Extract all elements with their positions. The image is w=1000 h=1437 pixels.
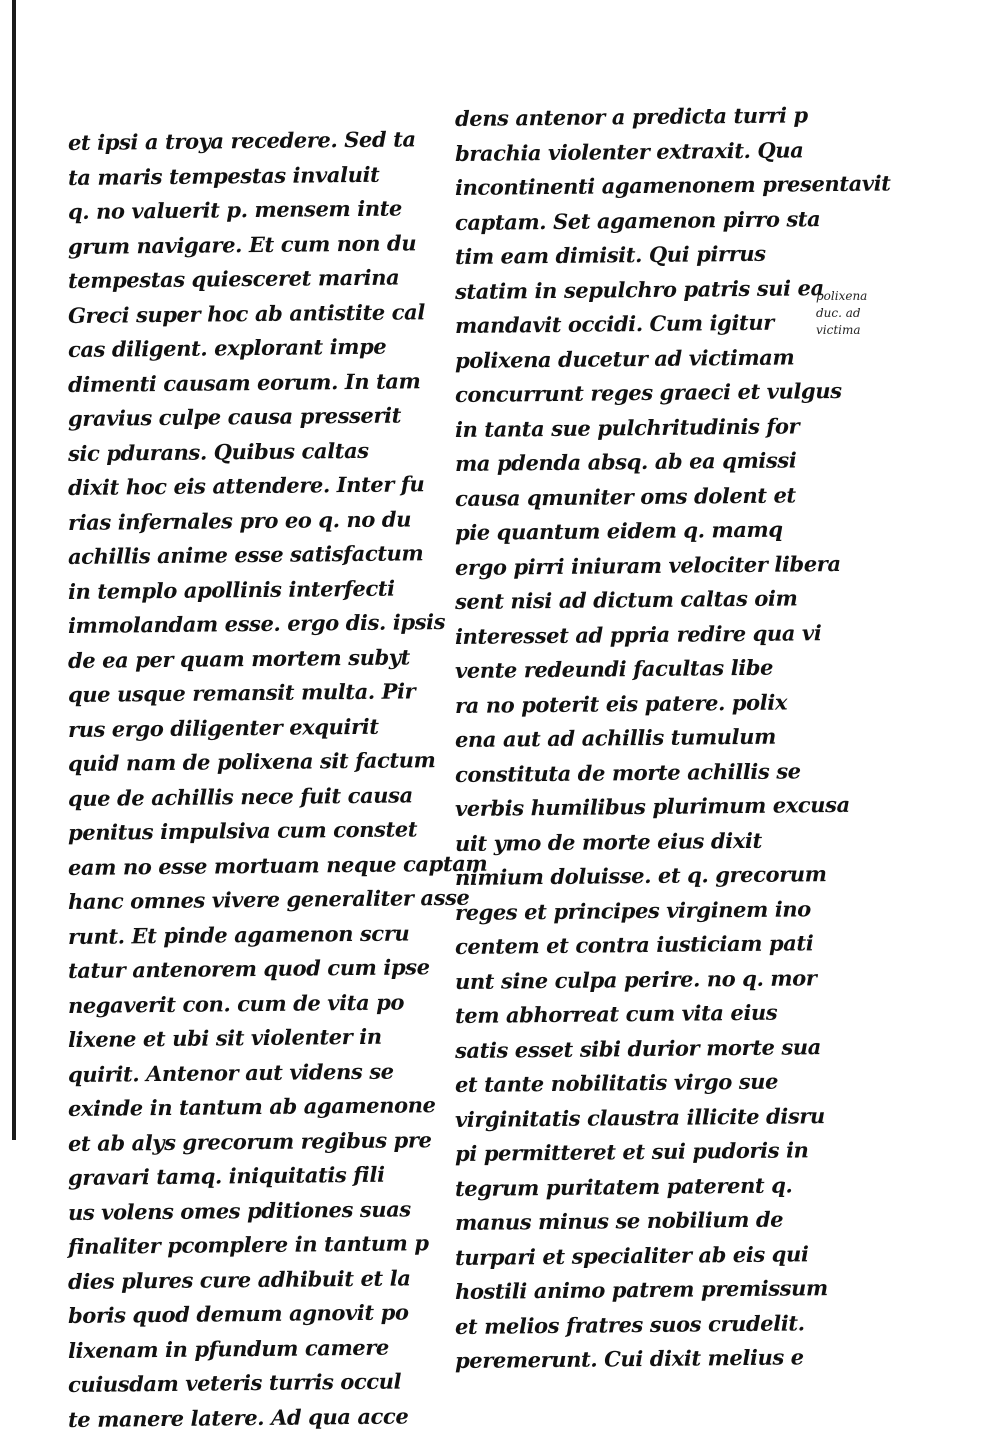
manuscript-line: brachia violenter extraxit. Qua	[454, 136, 804, 166]
manuscript-line: interesset ad ppria redire qua vi	[454, 619, 822, 649]
manuscript-line: unt sine culpa perire. no q. mor	[454, 964, 817, 994]
manuscript-line: ma pdenda absq. ab ea qmissi	[454, 447, 797, 476]
manuscript-line: gravius culpe causa presserit	[67, 402, 402, 431]
manuscript-line: nimium doluisse. et q. grecorum	[454, 861, 827, 890]
manuscript-line: us volens omes pditiones suas	[67, 1195, 411, 1225]
manuscript-line: sent nisi ad dictum caltas oim	[454, 585, 798, 614]
manuscript-line: uit ymo de morte eius dixit	[454, 827, 762, 856]
manuscript-line: cuiusdam veteris turris occul	[67, 1368, 402, 1397]
manuscript-line: ena aut ad achillis tumulum	[454, 723, 776, 752]
manuscript-line: quid nam de polixena sit factum	[67, 747, 436, 776]
manuscript-line: manus minus se nobilium de	[454, 1206, 784, 1235]
manuscript-line: hostili animo patrem premissum	[454, 1275, 828, 1304]
manuscript-line: de ea per quam mortem subyt	[67, 643, 411, 673]
manuscript-line: et ipsi a troya recedere. Sed ta	[67, 126, 416, 155]
marginal-note	[816, 288, 906, 339]
manuscript-line: statim in sepulchro patris sui ea	[454, 274, 824, 304]
marginal-note-line: victima	[816, 323, 861, 337]
manuscript-line: et ab alys grecorum regibus pre	[67, 1126, 432, 1156]
manuscript-line: pie quantum eidem q. mamq	[454, 516, 783, 545]
manuscript-line: q. no valuerit p. mensem inte	[67, 195, 403, 224]
manuscript-line: peremerunt. Cui dixit melius e	[454, 1344, 804, 1373]
manuscript-line: virginitatis claustra illicite disru	[454, 1102, 825, 1132]
manuscript-line: runt. Et pinde agamenon scru	[67, 919, 410, 949]
manuscript-line: que usque remansit multa. Pir	[67, 678, 416, 707]
manuscript-line: constituta de morte achillis se	[454, 757, 801, 787]
manuscript-line: cas diligent. explorant impe	[67, 333, 387, 362]
manuscript-line: captam. Set agamenon pirro sta	[454, 205, 821, 235]
manuscript-line: polixena ducetur ad victimam	[454, 343, 795, 373]
manuscript-line: rus ergo diligenter exquirit	[67, 713, 379, 742]
manuscript-line: incontinenti agamenonem presentavit	[454, 170, 891, 200]
manuscript-line: quirit. Antenor aut videns se	[67, 1058, 394, 1087]
manuscript-line: negaverit con. cum de vita po	[67, 988, 405, 1018]
manuscript-line: te manere latere. Ad qua acce	[67, 1402, 409, 1432]
manuscript-line: exinde in tantum ab agamenone	[67, 1092, 436, 1121]
manuscript-line: dixit hoc eis attendere. Inter fu	[67, 471, 425, 500]
manuscript-line: ta maris tempestas invaluit	[67, 161, 380, 190]
manuscript-line: finaliter pcomplere in tantum p	[67, 1230, 429, 1259]
manuscript-line: causa qmuniter oms dolent et	[454, 481, 796, 511]
manuscript-line: concurrunt reges graeci et vulgus	[454, 377, 842, 407]
manuscript-line: grum navigare. Et cum non du	[67, 229, 417, 259]
manuscript-line: gravari tamq. iniquitatis fili	[67, 1161, 385, 1190]
manuscript-line: achillis anime esse satisfactum	[67, 540, 424, 569]
marginal-note-line: polixena	[816, 289, 868, 303]
manuscript-line: tim eam dimisit. Qui pirrus	[454, 240, 766, 269]
manuscript-line: dimenti causam eorum. In tam	[67, 367, 421, 397]
manuscript-line: ra no poterit eis patere. polix	[454, 689, 788, 718]
manuscript-line: hanc omnes vivere generaliter asse	[67, 884, 470, 914]
manuscript-line: verbis humilibus plurimum excusa	[454, 791, 850, 821]
page-edge-shadow	[12, 0, 16, 1140]
manuscript-line: vente redeundi facultas libe	[454, 654, 774, 683]
manuscript-line: turpari et specialiter ab eis qui	[454, 1240, 809, 1270]
manuscript-line: mandavit occidi. Cum igitur	[454, 309, 774, 338]
manuscript-line: in templo apollinis interfecti	[67, 575, 395, 604]
manuscript-line: Greci super hoc ab antistite cal	[67, 298, 426, 328]
manuscript-line: tegrum puritatem paterent q.	[454, 1171, 793, 1201]
manuscript-line: immolandam esse. ergo dis. ipsis	[67, 609, 446, 638]
manuscript-line: tem abhorreat cum vita eius	[454, 999, 778, 1028]
manuscript-line: penitus impulsiva cum constet	[67, 816, 418, 845]
manuscript-line: et tante nobilitatis virgo sue	[454, 1068, 779, 1097]
manuscript-line: boris quod demum agnovit po	[67, 1299, 409, 1328]
manuscript-line: reges et principes virginem ino	[454, 895, 811, 925]
manuscript-line: centem et contra iusticiam pati	[454, 930, 814, 959]
manuscript-line: sic pdurans. Quibus caltas	[67, 437, 369, 466]
manuscript-line: tatur antenorem quod cum ipse	[67, 954, 430, 983]
marginal-note-line: duc. ad	[816, 306, 861, 320]
manuscript-line: ergo pirri iniuram velociter libera	[454, 550, 841, 580]
manuscript-line: que de achillis nece fuit causa	[67, 781, 413, 811]
manuscript-line: eam no esse mortuam neque captam	[67, 850, 488, 880]
manuscript-line: lixene et ubi sit violenter in	[67, 1023, 382, 1052]
manuscript-line: pi permitteret et sui pudoris in	[454, 1137, 809, 1166]
left-text-column	[67, 126, 488, 1437]
manuscript-line: dens antenor a predicta turri p	[454, 102, 808, 131]
manuscript-line: in tanta sue pulchritudinis for	[454, 412, 800, 442]
manuscript-line: satis esset sibi durior morte sua	[454, 1033, 822, 1063]
manuscript-line: et melios fratres suos crudelit.	[454, 1309, 805, 1339]
manuscript-line: dies plures cure adhibuit et la	[67, 1264, 411, 1294]
manuscript-line: lixenam in pfundum camere	[67, 1334, 390, 1363]
manuscript-line: rias infernales pro eo q. no du	[67, 505, 412, 535]
manuscript-line: tempestas quiesceret marina	[67, 264, 400, 293]
